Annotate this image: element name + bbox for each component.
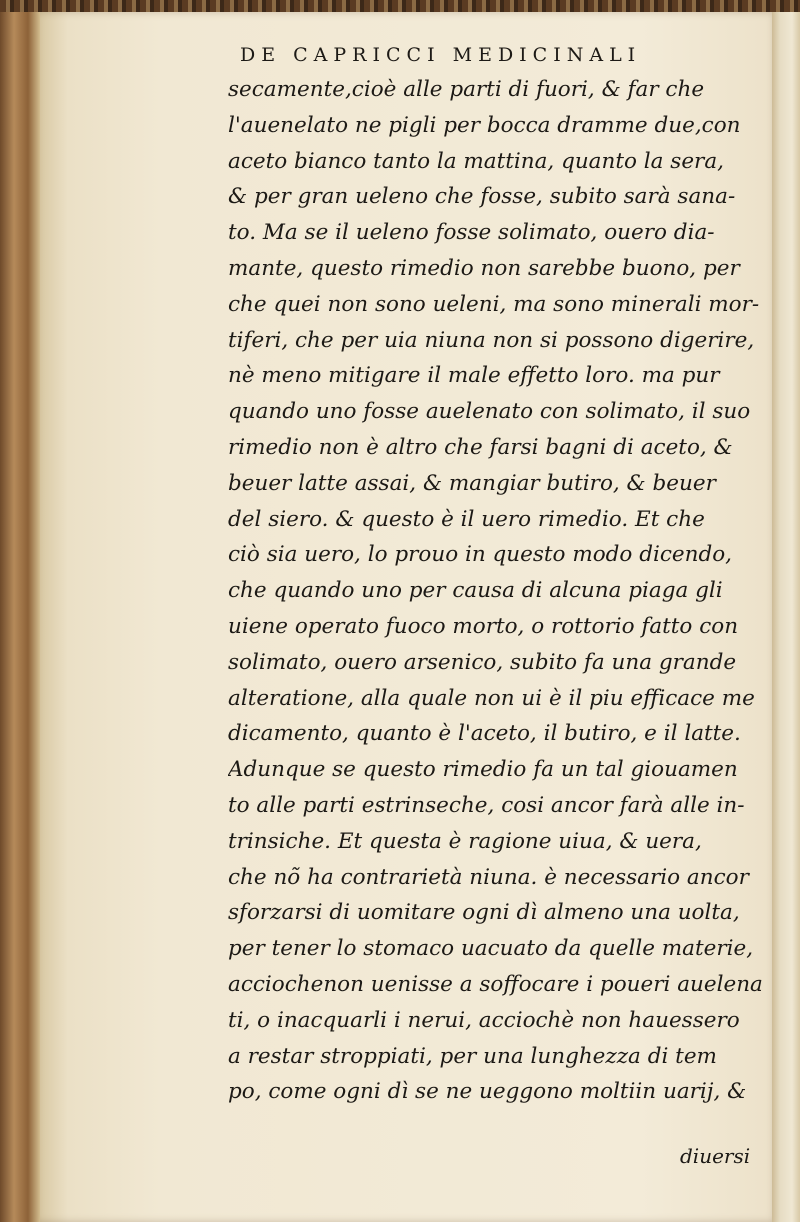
text-line: dicamento, quanto è l'aceto, il butiro, e il latte. (228, 721, 741, 747)
text-line: del siero. & questo è il uero rimedio. Et che (228, 506, 705, 532)
text-line: che quando uno per causa di alcuna piaga gli (228, 578, 723, 604)
text-line: acciochenon uenisse a soffocare i poueri auelena (228, 971, 763, 997)
catchword: diuersi (680, 1144, 751, 1168)
text-line: tiferi, che per uia niuna non si possono digerire, (228, 327, 755, 353)
running-head: DE CAPRICCI MEDICINALI (240, 44, 642, 66)
text-line: beuer latte assai, & mangiar butiro, & beuer (228, 470, 716, 496)
text-block (228, 72, 768, 1110)
text-line: po, come ogni dì se ne ueggono moltiin uarij, & (228, 1079, 747, 1105)
text-line: per tener lo stomaco uacuato da quelle materie, (228, 936, 754, 962)
text-line: & per gran ueleno che fosse, subito sarà sana- (228, 184, 736, 210)
text-line: to alle parti estrinseche, cosi ancor farà alle in- (228, 792, 745, 818)
book-binding (0, 12, 44, 1222)
page-fore-edge (772, 12, 800, 1222)
text-line: l'auenelato ne pigli per bocca dramme due,con (228, 112, 741, 138)
text-line: quando uno fosse auelenato con solimato, il suo (228, 399, 751, 425)
text-line: sforzarsi di uomitare ogni dì almeno una uolta, (228, 900, 740, 926)
text-line: trinsiche. Et questa è ragione uiua, & uera, (228, 828, 702, 854)
text-line: solimato, ouero arsenico, subito fa una grande (228, 649, 737, 675)
text-line: mante, questo rimedio non sarebbe buono, per (228, 255, 740, 281)
text-line: rimedio non è altro che farsi bagni di aceto, & (228, 434, 733, 460)
text-line: uiene operato fuoco morto, o rottorio fatto con (228, 613, 739, 639)
text-line: ti, o inacquarli i nerui, acciochè non hauessero (228, 1007, 740, 1033)
text-line: nè meno mitigare il male effetto loro. ma pur (228, 363, 720, 389)
text-line: che quei non sono ueleni, ma sono minerali mor- (228, 291, 760, 317)
text-line: ciò sia uero, lo prouo in questo modo dicendo, (228, 542, 732, 568)
text-line: secamente,cioè alle parti di fuori, & far che (228, 77, 705, 102)
text-line: to. Ma se il ueleno fosse solimato, ouero dia- (228, 220, 715, 246)
text-line: che nõ ha contrarietà niuna. è necessario ancor (228, 864, 749, 890)
text-line: Adunque se questo rimedio fa un tal giouamen (228, 757, 738, 783)
text-line: a restar stroppiati, per una lunghezza di tem (228, 1043, 717, 1069)
text-line: alteratione, alla quale non ui è il piu efficace me (228, 685, 755, 711)
text-line: aceto bianco tanto la mattina, quanto la sera, (228, 148, 724, 174)
